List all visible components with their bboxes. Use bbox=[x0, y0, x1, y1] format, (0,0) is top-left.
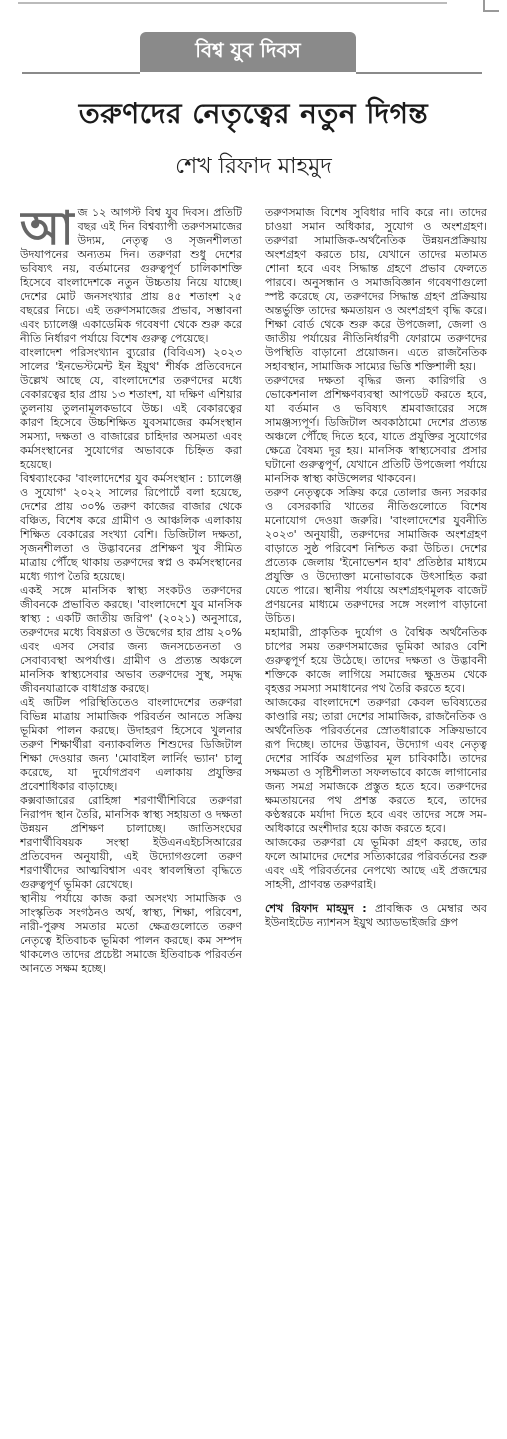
dropcap: আ bbox=[20, 206, 74, 255]
paragraph: বিশ্বব্যাংকের 'বাংলাদেশের যুব কর্মসংস্থান : চ্যালেঞ্জ ও সুযোগ' ২০২২ সালের রিপোর্টে বলা হয়েছে, দেশের প্রায় ৩০% তরুণ কাজের বাজার থেকে বঞ্চিত, বিশেষ করে গ্রামীণ ও আঞ্চলিক এলাকায় শিক্ষিত বেকারের সংখ্যা বেশি। ডিজিটাল দক্ষতা, সৃজনশীলতা ও উদ্ভাবনের প্রশিক্ষণ খুব সীমিত মাত্রায় পৌঁছে থাকায় তরুণদের স্বপ্ন ও কর্মসংস্থানের মধ্যে গ্যাপ তৈরি হয়েছে। bbox=[20, 472, 242, 583]
page-corner-mark bbox=[483, 0, 499, 12]
article-body bbox=[20, 206, 487, 1431]
author-bio-name: শেখ রিফাদ মাহমুদ : bbox=[265, 902, 367, 915]
top-rule bbox=[18, 2, 447, 4]
paragraph: একই সঙ্গে মানসিক স্বাস্থ্য সংকটও তরুণদের জীবনকে প্রভাবিত করছে। 'বাংলাদেশে যুব মানসিক স্বাস্থ্য : একটি জাতীয় জরিপ' (২০২১) অনুসারে, তরুণদের মধ্যে বিষণ্ণতা ও উদ্বেগের হার প্রায় ২০% এবং এসব সেবার জন্য জনসচেতনতা ও সেবাব্যবস্থা অপর্যাপ্ত। গ্রামীণ ও প্রত্যন্ত অঞ্চলে মানসিক স্বাস্থ্যসেবার অভাব তরুণদের সুস্থ, সমৃদ্ধ জীবনযাত্রাকে বাধাগ্রস্ত করছে। bbox=[20, 584, 242, 695]
column-1 bbox=[20, 206, 242, 1431]
byline: শেখ রিফাদ মাহমুদ bbox=[175, 154, 332, 179]
paragraph: কক্সবাজারের রোহিঙ্গা শরণার্থীশিবিরে তরুণরা নিরাপদ স্থান তৈরি, মানসিক স্বাস্থ্য সহায়তা ও দক্ষতা উন্নয়ন প্রশিক্ষণ চালাচ্ছে। জাতিসংঘের শরণার্থীবিষয়ক সংস্থা ইউএনএইচসিআরের প্রতিবেদন অনুযায়ী, এই উদ্যোগগুলো তরুণ শরণার্থীদের আত্মবিশ্বাস এবং স্বাবলম্বিতা বৃদ্ধিতে গুরুত্বপূর্ণ ভূমিকা রেখেছে। bbox=[20, 794, 242, 891]
paragraph: তরুণসমাজ বিশেষ সুবিধার দাবি করে না। তাদের চাওয়া সমান অধিকার, সুযোগ ও অংশগ্রহণ। তরুণরা সামাজিক-অর্থনৈতিক উন্নয়নপ্রক্রিয়ায় অংশগ্রহণ করতে চায়, যেখানে তাদের মতামত শোনা হবে এবং সিদ্ধান্ত গ্রহণে প্রভাব ফেলতে পারবে। অনুসন্ধান ও সমাজবিজ্ঞান গবেষণাগুলো স্পষ্ট করেছে যে, তরুণদের সিদ্ধান্ত গ্রহণ প্রক্রিয়ায় অন্তর্ভুক্তি তাদের ক্ষমতায়ন ও অংশগ্রহণ বৃদ্ধি করে। শিক্ষা বোর্ড থেকে শুরু করে উপজেলা, জেলা ও জাতীয় পর্যায়ের নীতিনির্ধারণী ফোরামে তরুণদের উপস্থিতি বাড়ানো প্রয়োজন। এতে রাজনৈতিক সহাবস্থান, সামাজিক সাম্যের ভিত্তি শক্তিশালী হয়। bbox=[265, 206, 487, 373]
author-bio bbox=[265, 902, 487, 930]
section-label: বিশ্ব যুব দিবস bbox=[140, 32, 356, 72]
section-rule-left bbox=[22, 72, 140, 74]
paragraph: স্থানীয় পর্যায়ে কাজ করা অসংখ্য সামাজিক ও সাংস্কৃতিক সংগঠনও অর্থ, স্বাস্থ্য, শিক্ষা, পরিবেশ, নারী-পুরুষ সমতার মতো ক্ষেত্রগুলোতে তরুণ নেতৃত্বে ইতিবাচক ভূমিকা পালন করছে। কম সম্পদ থাকলেও তাদের প্রচেষ্টা সমাজে ইতিবাচক পরিবর্তন আনতে সক্ষম হচ্ছে। bbox=[20, 892, 242, 975]
headline: তরুণদের নেতৃত্বের নতুন দিগন্ত bbox=[78, 97, 429, 130]
paragraph: মহামারী, প্রাকৃতিক দুর্যোগ ও বৈশ্বিক অর্থনৈতিক চাপের সময় তরুণসমাজের ভূমিকা আরও বেশি গুরুত্বপূর্ণ হয়ে উঠেছে। তাদের দক্ষতা ও উদ্ভাবনী শক্তিকে কাজে লাগিয়ে সমাজের ক্ষুদ্রতম থেকে বৃহত্তর সমস্যা সমাধানের পথ তৈরি করতে হবে। bbox=[265, 626, 487, 695]
paragraph: তরুণদের দক্ষতা বৃদ্ধির জন্য কারিগরি ও ভোকেশনাল প্রশিক্ষণব্যবস্থা আপডেট করতে হবে, যা বর্তমান ও ভবিষ্যৎ শ্রমবাজারের সঙ্গে সামঞ্জস্যপূর্ণ। ডিজিটাল অবকাঠামো দেশের প্রত্যন্ত অঞ্চলে পৌঁছে দিতে হবে, যাতে প্রযুক্তির সুযোগের ক্ষেত্রে বৈষম্য দূর হয়। মানসিক স্বাস্থ্যসেবার প্রসার ঘটানো গুরুত্বপূর্ণ, যেখানে প্রতিটি উপজেলা পর্যায়ে মানসিক স্বাস্থ্য কাউন্সেলর থাকবেন। bbox=[265, 374, 487, 485]
column-2 bbox=[265, 206, 487, 1431]
paragraph: আজকের তরুণরা যে ভূমিকা গ্রহণ করছে, তার ফলে আমাদের দেশের সত্যিকারের পরিবর্তনের শুরু এবং এই পরিবর্তনের নেপথ্যে আছে এই প্রজন্মের সাহসী, প্রাণবন্ত তরুণরাই। bbox=[265, 836, 487, 891]
author-bio-text: প্রাবন্ধিক ও মেম্বার অব ইউনাইটেড ন্যাশনস ইয়ুথ অ্যাডভাইজরি গ্রুপ bbox=[265, 902, 487, 929]
paragraph-text: জ ১২ আগস্ট বিশ্ব যুব দিবস। প্রতিটি বছর এই দিন বিশ্বব্যাপী তরুণসমাজের উদ্যম, নেতৃত্ব ও সৃজনশীলতা উদযাপনের অন্যতম দিন। তরুণরা শুধু দেশের ভবিষ্যৎ নয়, বর্তমানের গুরুত্বপূর্ণ চালিকাশক্তি হিসেবে বাংলাদেশকে নতুন উচ্চতায় নিয়ে যাচ্ছে। দেশের মোট জনসংখ্যার প্রায় ৪৫ শতাংশ ২৫ বছরের নিচে। এই তরুণসমাজের প্রভাব, সম্ভাবনা এবং চ্যালেঞ্জ একাডেমিক গবেষণা থেকে শুরু করে নীতি নির্ধারণ পর্যায়ে বিশেষ গুরুত্ব পেয়েছে। bbox=[20, 206, 242, 345]
paragraph: বাংলাদেশ পরিসংখ্যান ব্যুরোর (বিবিএস) ২০২৩ সালের 'ইনভেস্টমেন্ট ইন ইয়ুথ' শীর্ষক প্রতিবেদনে উল্লেখ আছে যে, বাংলাদেশের তরুণদের মধ্যে বেকারত্বের হার প্রায় ১৩ শতাংশ, যা দক্ষিণ এশিয়ার তুলনায় তুলনামূলকভাবে উচ্চ। এই বেকারত্বের কারণ হিসেবে উচ্চশিক্ষিত যুবসমাজের কর্মসংস্থান সমস্যা, দক্ষতা ও বাজারের চাহিদার অসমতা এবং কর্মসংস্থানের সুযোগের অভাবকে চিহ্নিত করা হয়েছে। bbox=[20, 346, 242, 471]
paragraph: তরুণ নেতৃত্বকে সক্রিয় করে তোলার জন্য সরকার ও বেসরকারি খাতের নীতিগুলোতে বিশেষ মনোযোগ দেওয়া জরুরি। 'বাংলাদেশের যুবনীতি ২০২৩' অনুযায়ী, তরুণদের সামাজিক অংশগ্রহণ বাড়াতে সুষ্ঠ পরিবেশ নিশ্চিত করা উচিত। দেশের প্রত্যেক জেলায় 'ইনোভেশন হাব' প্রতিষ্ঠার মাধ্যমে প্রযুক্তি ও উদ্যোক্তা মনোভাবকে উৎসাহিত করা যেতে পারে। স্থানীয় পর্যায়ে অংশগ্রহণমূলক বাজেট প্রণয়নের মাধ্যমে তরুণদের সঙ্গে সংলাপ বাড়ানো উচিত। bbox=[265, 486, 487, 625]
paragraph: এই জটিল পরিস্থিতিতেও বাংলাদেশের তরুণরা বিভিন্ন মাত্রায় সামাজিক পরিবর্তন আনতে সক্রিয় ভূমিকা পালন করছে। উদাহরণ হিসেবে খুলনার তরুণ শিক্ষার্থীরা বন্যাকবলিত শিশুদের ডিজিটাল শিক্ষা দেওয়ার জন্য 'মোবাইল লার্নিং ভ্যান' চালু করেছে, যা দুর্যোগপ্রবণ এলাকায় প্রযুক্তির প্রবেশাধিকার বাড়াচ্ছে। bbox=[20, 696, 242, 793]
paragraph: আজকের বাংলাদেশে তরুণরা কেবল ভবিষ্যতের কাণ্ডারি নয়; তারা দেশের সামাজিক, রাজনৈতিক ও অর্থনৈতিক পরিবর্তনের স্রোতধারাকে সক্রিয়ভাবে রূপ দিচ্ছে। তাদের উদ্ভাবন, উদ্যোগ এবং নেতৃত্ব দেশের সার্বিক অগ্রগতির মূল চাবিকাঠি। তাদের সক্ষমতা ও সৃষ্টিশীলতা সফলভাবে কাজে লাগানোর জন্য সমগ্র সমাজকে প্রস্তুত হতে হবে। তরুণদের ক্ষমতায়নের পথ প্রশস্ত করতে হবে, তাদের কণ্ঠস্বরকে মর্যাদা দিতে হবে এবং তাদের সঙ্গে সম-অধিকারে অংশীদার হয়ে কাজ করতে হবে। bbox=[265, 696, 487, 835]
top-strip bbox=[0, 0, 507, 8]
paragraph bbox=[20, 206, 242, 346]
section-rule-right bbox=[356, 72, 482, 74]
